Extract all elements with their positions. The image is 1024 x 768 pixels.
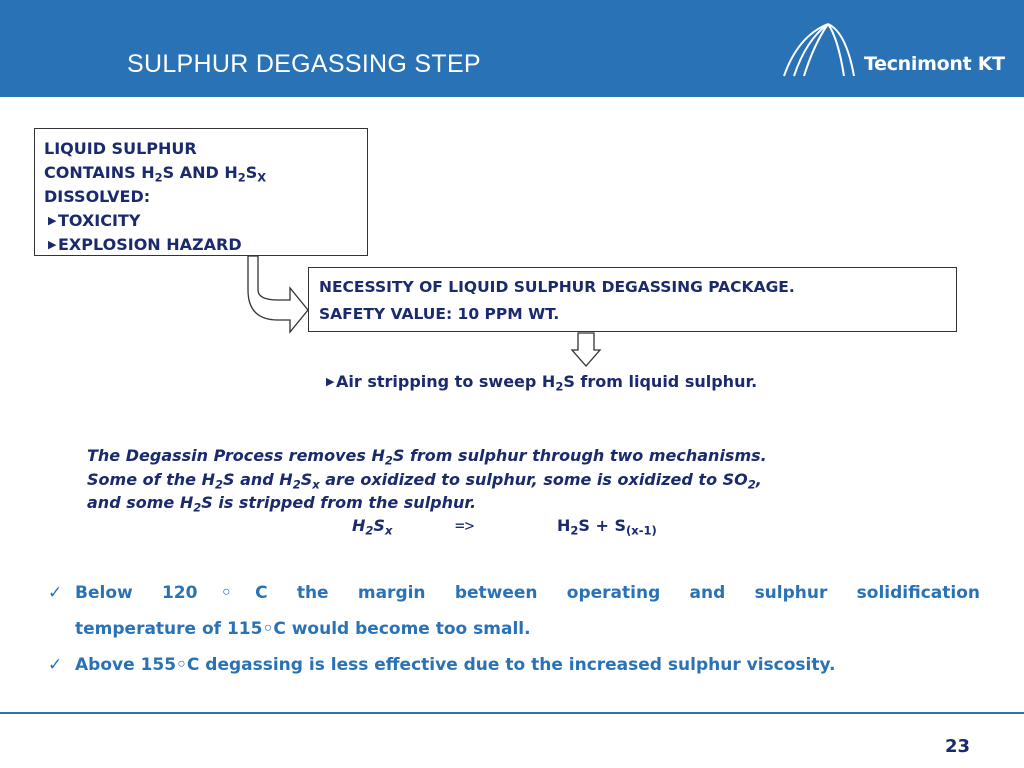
equation-right: $H_2S + S_{(x-1)}$	[557, 516, 657, 538]
footer-divider	[0, 712, 1024, 714]
box1-line1: LIQUID SULPHUR	[44, 139, 197, 158]
checkmark-icon: ✓	[48, 655, 63, 675]
process-line-1: The Degassin Process removes $H_2S$ from sulphur through two mechanisms.	[87, 446, 767, 468]
triangle-bullet-icon: ▶	[48, 238, 57, 251]
degassing-necessity-box	[308, 267, 957, 332]
box1-line2: CONTAINS $H_2S$ AND $H_2S_X$	[44, 163, 267, 185]
equation-arrow: =>	[455, 516, 475, 535]
checkmark-icon: ✓	[48, 583, 63, 603]
process-line-3: and some $H_2S$ is stripped from the sulphur.	[87, 493, 477, 515]
temperature-notes	[48, 575, 980, 683]
bullet-toxicity: ▶TOXICITY	[44, 209, 367, 233]
curved-arrow-icon	[248, 256, 308, 332]
box2-line1: NECESSITY OF LIQUID SULPHUR DEGASSING PACKAGE.	[319, 278, 795, 296]
down-arrow-icon	[572, 333, 600, 366]
air-stripping-bullet: ▶Air stripping to sweep $H_2S$ from liquid sulphur.	[326, 372, 758, 394]
check-item-below-120	[48, 575, 980, 647]
box2-line2: SAFETY VALUE: 10 PPM WT.	[319, 305, 560, 323]
triangle-bullet-icon: ▶	[326, 375, 335, 388]
dissolved-gases-box	[34, 128, 368, 256]
equation-left: $H_2S_x$	[352, 516, 393, 538]
logo-text: Tecnimont KT	[864, 53, 1005, 75]
triangle-bullet-icon: ▶	[48, 214, 57, 227]
page-number: 23	[944, 736, 970, 757]
bullet-explosion-hazard: ▶EXPLOSION HAZARD	[44, 233, 367, 257]
process-description	[87, 444, 947, 515]
check-1-line-2: temperature of 115◦C would become too small.	[75, 619, 531, 639]
slide-title: SULPHUR DEGASSING STEP	[127, 50, 481, 78]
process-line-2: Some of the $H_2S$ and $H_2S_x$ are oxidized to sulphur, some is oxidized to $SO_2$,	[87, 469, 762, 491]
check-1-line-1: Below 120◦C the margin between operating and sulphur solidification	[75, 583, 980, 603]
box1-line3: DISSOLVED:	[44, 187, 151, 206]
check-2-line-1: Above 155◦C degassing is less effective due to the increased sulphur viscosity.	[75, 655, 836, 675]
check-item-above-155	[48, 647, 980, 683]
